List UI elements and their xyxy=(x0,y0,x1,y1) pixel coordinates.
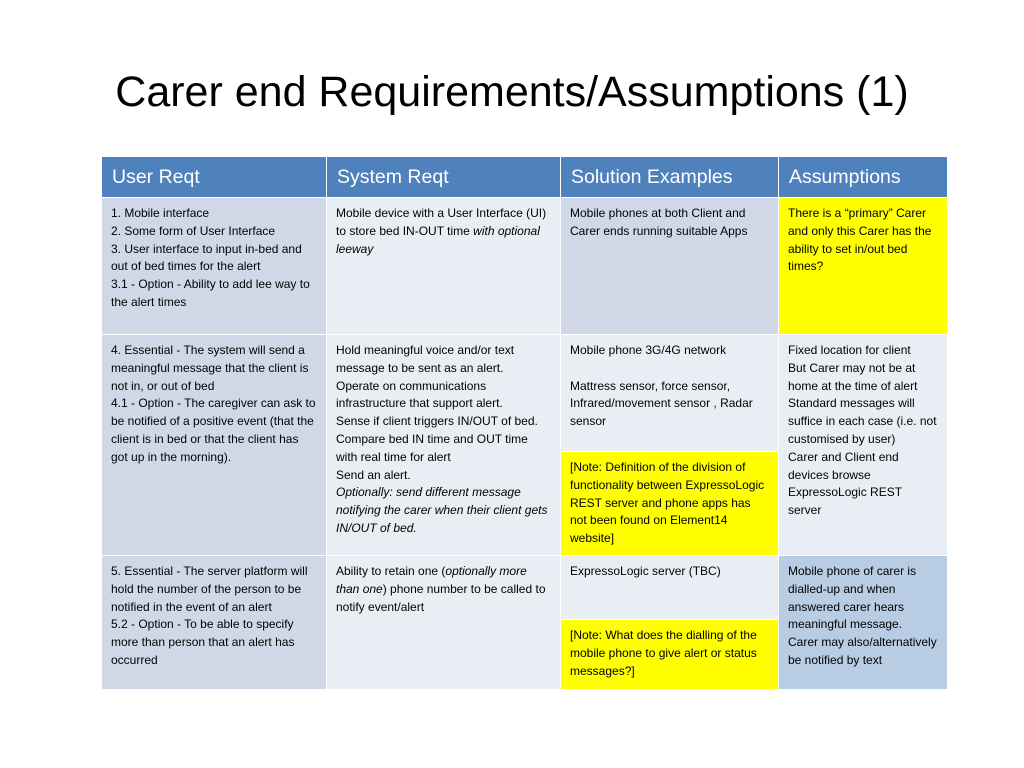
cell-system-reqt xyxy=(327,198,561,335)
cell-text: [Note: What does the dialling of the mobile phone to give alert or status messages?] xyxy=(570,628,757,678)
cell-text: Carer may also/alternatively be notified by text xyxy=(788,635,937,667)
cell-text: Ability to retain one ( xyxy=(336,564,446,578)
cell-text: Mobile device with a User Interface (UI) to store bed IN-OUT time xyxy=(336,206,547,238)
cell-text: Mobile phones at both Client and Carer ends running suitable Apps xyxy=(570,206,748,238)
table-row xyxy=(102,556,948,620)
cell-system-reqt xyxy=(327,335,561,556)
cell-text: Mobile phone of carer is dialled-up and when answered carer hears meaningful message. xyxy=(788,564,917,632)
cell-text: 5. Essential - The server platform will hold the number of the person to be notified in the event of an alert xyxy=(111,564,308,614)
cell-text-italic: optionally more than one xyxy=(336,564,527,596)
cell-text: Mattress sensor, force sensor, Infrared/movement sensor , Radar sensor xyxy=(570,378,753,429)
cell-text: 4.1 - Option - The caregiver can ask to be notified of a positive event (that the client is in bed or that the client has got up in the morning). xyxy=(111,396,316,464)
cell-text: 4. Essential - The system will send a meaningful message that the client is not in, or out of bed xyxy=(111,343,309,393)
cell-text: Operate on communications infrastructure that support alert. xyxy=(336,378,503,411)
cell-assumption xyxy=(779,556,948,690)
cell-text-italic: Optionally: send different message notifying the carer when their client gets IN/OUT of bed. xyxy=(336,485,548,535)
cell-system-reqt xyxy=(327,556,561,690)
cell-text: Mobile phone 3G/4G network xyxy=(570,343,727,357)
table-header-row xyxy=(102,157,948,198)
cell-solution-examples xyxy=(561,556,779,620)
cell-text: But Carer may not be at home at the time of alert xyxy=(788,360,918,393)
cell-text: 5.2 - Option - To be able to specify more than person that an alert has occurred xyxy=(111,617,295,667)
cell-text: Carer and Client end devices browse ExpressoLogic REST server xyxy=(788,449,902,518)
cell-text: There is a “primary” Carer and only this Carer has the ability to set in/out bed times? xyxy=(788,206,932,274)
cell-text: ExpressoLogic server (TBC) xyxy=(570,564,721,578)
cell-assumption-highlighted xyxy=(779,198,948,335)
cell-text: 3.1 - Option - Ability to add lee way to the alert times xyxy=(111,277,310,309)
header-system-reqt: System Reqt xyxy=(327,157,561,198)
cell-text: Standard messages will suffice in each case (i.e. not customised by user) xyxy=(788,396,937,446)
cell-solution-examples xyxy=(561,335,779,452)
cell-text: ) phone number to be called to notify event/alert xyxy=(336,581,546,614)
header-user-reqt: User Reqt xyxy=(102,157,327,198)
table-row xyxy=(102,335,948,452)
cell-solution-examples xyxy=(561,198,779,335)
header-assumptions: Assumptions xyxy=(779,157,948,198)
cell-text: 2. Some form of User Interface xyxy=(111,223,276,238)
cell-text: 1. Mobile interface xyxy=(111,206,210,220)
cell-text: Sense if client triggers IN/OUT of bed. Compare bed IN time and OUT time with real time for alert xyxy=(336,414,538,464)
cell-text: 3. User interface to input in-bed and out of bed times for the alert xyxy=(111,241,302,274)
cell-solution-note-highlighted xyxy=(561,620,779,690)
cell-text: Fixed location for client xyxy=(788,343,911,357)
requirements-table xyxy=(101,156,948,690)
cell-assumption xyxy=(779,335,948,556)
header-solution-examples: Solution Examples xyxy=(561,157,779,198)
cell-text: [Note: Definition of the division of functionality between ExpressoLogic REST server and phone apps has not been found on Element14 website] xyxy=(570,460,765,546)
cell-text: Send an alert. xyxy=(336,467,411,482)
cell-text-italic: with optional leeway xyxy=(336,223,540,256)
cell-text: Hold meaningful voice and/or text message to be sent as an alert. xyxy=(336,343,515,375)
cell-user-reqt xyxy=(102,198,327,335)
cell-solution-note-highlighted xyxy=(561,452,779,556)
table-row xyxy=(102,198,948,335)
cell-user-reqt xyxy=(102,335,327,556)
slide-title: Carer end Requirements/Assumptions (1) xyxy=(115,68,909,116)
cell-user-reqt xyxy=(102,556,327,690)
